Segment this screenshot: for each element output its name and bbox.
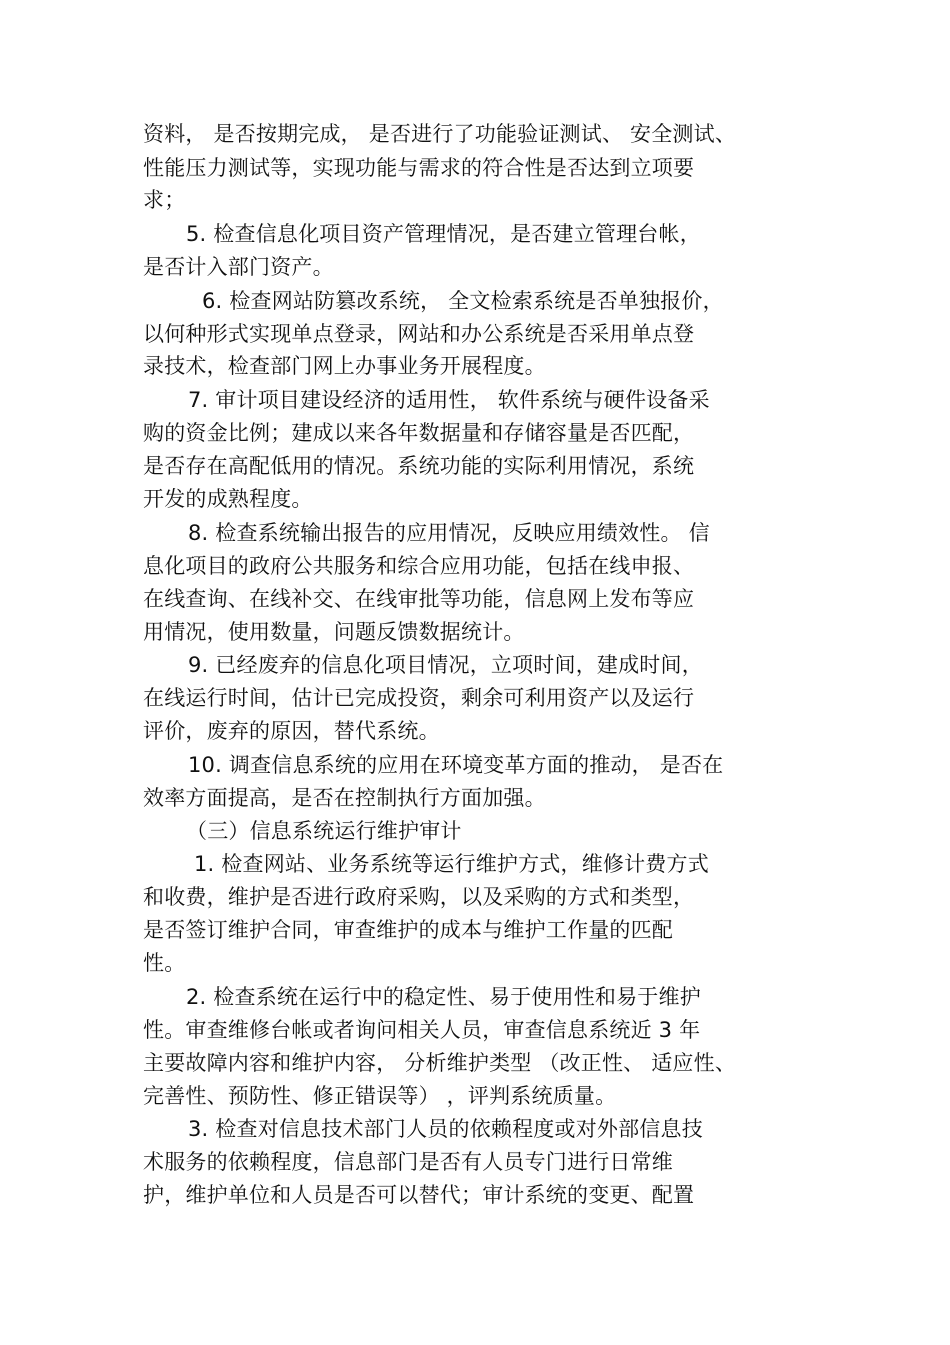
- text-line: 2. 检查系统在运行中的稳定性、易于使用性和易于维护: [186, 985, 701, 1009]
- text-line: 10. 调查信息系统的应用在环境变革方面的推动， 是否在: [188, 753, 724, 777]
- text-line: 性。审查维修台帐或者询问相关人员，审查信息系统近 3 年: [143, 1018, 701, 1042]
- text-line: 以何种形式实现单点登录，网站和办公系统是否采用单点登: [143, 322, 695, 346]
- text-line: 性。: [143, 951, 186, 975]
- text-line: 和收费，维护是否进行政府采购，以及采购的方式和类型，: [143, 885, 695, 909]
- text-line: 3. 检查对信息技术部门人员的依赖程度或对外部信息技: [188, 1117, 703, 1141]
- text-line: 8. 检查系统输出报告的应用情况，反映应用绩效性。 信: [188, 521, 710, 545]
- text-line: 6. 检查网站防篡改系统， 全文检索系统是否单独报价，: [202, 289, 724, 313]
- text-line: 在线运行时间，估计已完成投资，剩余可利用资产以及运行: [143, 686, 695, 710]
- text-line: 开发的成熟程度。: [143, 487, 313, 511]
- text-line: 用情况，使用数量，问题反馈数据统计。: [143, 620, 525, 644]
- text-line: 完善性、预防性、修正错误等） ，评判系统质量。: [143, 1084, 617, 1108]
- text-line: 在线查询、在线补交、在线审批等功能，信息网上发布等应: [143, 587, 695, 611]
- text-line: 护，维护单位和人员是否可以替代；审计系统的变更、配置: [143, 1183, 695, 1207]
- text-line: 息化项目的政府公共服务和综合应用功能，包括在线申报、: [143, 554, 695, 578]
- text-line: 录技术，检查部门网上办事业务开展程度。: [143, 354, 546, 378]
- text-line: 是否签订维护合同，审查维护的成本与维护工作量的匹配: [143, 918, 673, 942]
- section-heading: （三）信息系统运行维护审计: [186, 819, 462, 843]
- text-line: 术服务的依赖程度，信息部门是否有人员专门进行日常维: [143, 1150, 673, 1174]
- text-line: 9. 已经废弃的信息化项目情况，立项时间，建成时间，: [188, 653, 703, 677]
- text-line: 是否计入部门资产。: [143, 255, 334, 279]
- text-line: 5. 检查信息化项目资产管理情况，是否建立管理台帐，: [186, 222, 701, 246]
- text-line: 主要故障内容和维护内容， 分析维护类型 （改正性、 适应性、: [143, 1051, 737, 1075]
- text-line: 性能压力测试等，实现功能与需求的符合性是否达到立项要: [143, 156, 695, 180]
- text-line: 购的资金比例；建成以来各年数据量和存储容量是否匹配，: [143, 421, 695, 445]
- text-line: 1. 检查网站、业务系统等运行维护方式，维修计费方式: [194, 852, 709, 876]
- text-line: 效率方面提高，是否在控制执行方面加强。: [143, 786, 546, 810]
- text-line: 是否存在高配低用的情况。系统功能的实际利用情况，系统: [143, 454, 695, 478]
- text-line: 7. 审计项目建设经济的适用性， 软件系统与硬件设备采: [188, 388, 710, 412]
- text-line: 求；: [143, 188, 186, 212]
- text-line: 资料， 是否按期完成， 是否进行了功能验证测试、 安全测试、: [143, 122, 737, 146]
- text-line: 评价，废弃的原因，替代系统。: [143, 719, 440, 743]
